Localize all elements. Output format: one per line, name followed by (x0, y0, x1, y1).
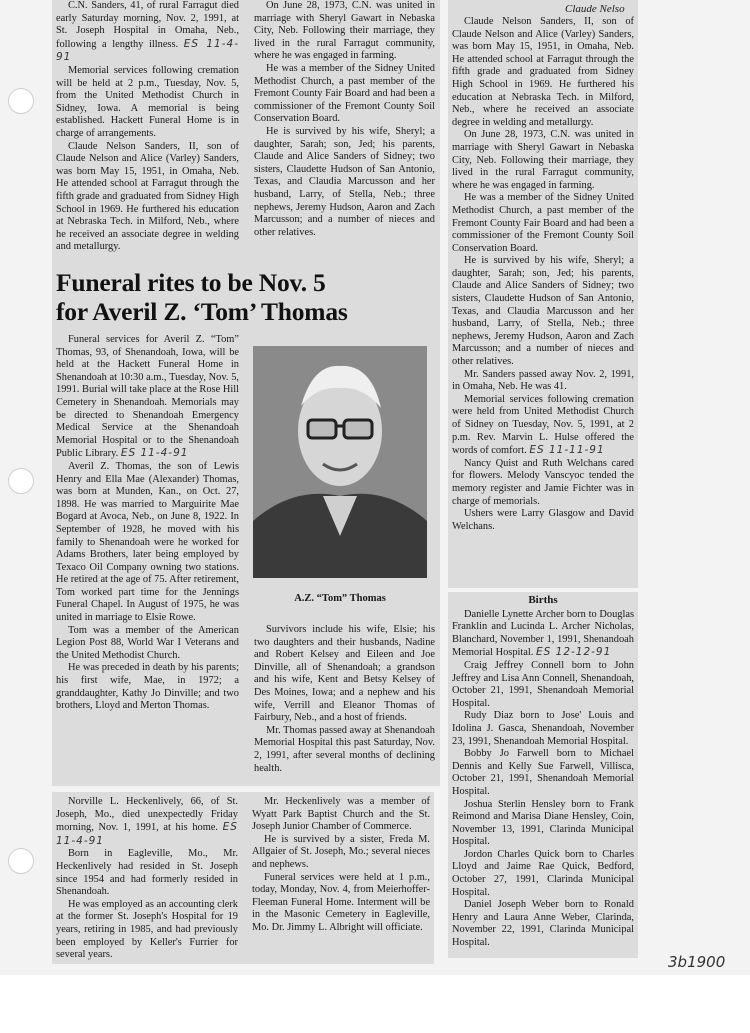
obit-paragraph: Nancy Quist and Ruth Welchans cared for flowers. Melody Vanscyoc tended the memory register and Jamie Fichter was in charge of memorials. (452, 457, 634, 507)
obit-paragraph: Tom was a member of the American Legion Post 88, World War I Veterans and the United Methodist Church. (56, 624, 239, 661)
obit-paragraph: He is survived by his wife, Sheryl; a daughter, Sarah; son, Jed; his parents, Claude and Alice Sanders of Sidney; two sisters, Claudette Hudson of San Antonio, Texas, and Claudia Marcusson and her husband, Larry, of Stella, Neb.; three nephews, Jeremy Hudson, Aaron and Zach Marcusson; and a number of nieces and other relatives. (254, 125, 435, 238)
handwritten-date: ES 11-11-91 (529, 444, 605, 457)
obit-paragraph: He was employed as an accounting clerk at the former St. Joseph's Hospital for 19 years, retiring in 1985, and had previously been employed by Keller's Furrier for several years. (56, 898, 238, 961)
thomas-obituary-col2 (254, 624, 435, 784)
obit-paragraph: Mr. Thomas passed away at Shenandoah Memorial Hospital this past Saturday, Nov. 2, 1991, after several months of declining health. (254, 724, 435, 774)
portrait-illustration (253, 346, 427, 578)
handwritten-date: ES 11-4-91 (56, 37, 239, 64)
births-col (452, 594, 634, 956)
birth-entry: Jordon Charles Quick born to Charles Lloyd and Jaime Rae Quick, Bedford, October 27, 1991, Clarinda Municipal Hospital. (452, 848, 634, 898)
birth-entry: Danielle Lynette Archer born to Douglas Franklin and Lucinda L. Archer Nicholas, Blanchard, November 1, 1991, Shenandoah Memorial Hospital. (452, 608, 634, 659)
birth-entry: Daniel Joseph Weber born to Ronald Henry and Laura Anne Weber, Clarinda, November 22, 1991, Clarinda Municipal Hospital. (452, 899, 634, 949)
obit-paragraph: On June 28, 1973, C.N. was united in marriage with Sheryl Gawart in Nebaska City, Neb. Following their marriage, they lived in the rural Farragut community, where he was engaged in farming. (452, 129, 634, 191)
obit-paragraph: Claude Nelson Sanders, II, son of Claude Nelson and Alice (Varley) Sanders, was born May 15, 1951, in Omaha, Neb. He attended school at Farragut through the fifth grade and graduated from Sidney High School in 1969. He furthered his education at Nebraska Tech. in Milford, Neb., where he received an associate degree in welding and metallurgy. (452, 16, 634, 128)
obit-paragraph: Mr. Sanders passed away Nov. 2, 1991, in Omaha, Neb. He was 41. (452, 368, 634, 393)
page-number: 3b1900 (668, 953, 726, 971)
clipping-header: Claude Nelso (565, 3, 625, 15)
obit-paragraph: Memorial services following cremation will be held at 2 p.m., Tuesday, Nov. 5, from the United Methodist Church in Sidney, Iowa. A memorial is being established. Hackett Funeral Home is in charge of arrangements. (56, 64, 239, 139)
obit-paragraph: Ushers were Larry Glasgow and David Welchans. (452, 508, 634, 532)
obituary-headline (56, 268, 446, 326)
binder-hole (8, 848, 34, 874)
handwritten-date: ES 12-12-91 (536, 646, 612, 659)
sanders-obituary-col1 (56, 0, 239, 268)
births-heading: Births (528, 594, 558, 606)
page-bottom-margin (0, 975, 750, 1033)
handwritten-date: ES 11-4-91 (120, 447, 189, 460)
sanders-full-col (452, 16, 634, 586)
obit-paragraph: On June 28, 1973, C.N. was united in marriage with Sheryl Gawart in Nebaska City, Neb. Following their marriage, they lived in the rural Farragut community, where he was engaged in farming. (254, 0, 435, 62)
headline-line: Funeral rites to be Nov. 5 (56, 268, 326, 297)
obit-paragraph: Mr. Heckenlively was a member of Wyatt Park Baptist Church and the St. Joseph Junior Chamber of Commerce. (252, 796, 430, 833)
sanders-obituary-col2 (254, 0, 435, 268)
obit-paragraph: He is survived by his wife, Sheryl; a daughter, Sarah; son, Jed; his parents, Claude and Alice Sanders of Sidney; two sisters, Claudette Hudson of San Antonio, Texas, and Claudia Marcusson and her husband, Larry, of Stella, Neb.; three nephews, Jeremy Hudson, Aaron and Zach Marcusson; and a number of nieces and other relatives. (452, 255, 634, 368)
thomas-obituary-col1 (56, 334, 239, 784)
obit-paragraph: He was preceded in death by his parents; his first wife, Mae, in 1972; a granddaughter, Kathy Jo Dinville; and two brothers, Lloyd and Merton Thomas. (56, 662, 239, 712)
obit-paragraph: Averil Z. Thomas, the son of Lewis Henry and Ella Mae (Alexander) Thomas, was born at Munden, Kan., on Oct. 27, 1898. He was married to Marguirite Mae Bogard at Avoca, Neb., on June 8, 1922. In September of 1928, he moved with his family to Shenandoah were he worked for Adams Brothers, later being employed by Texaco Oil Company owning two stations. He retired at the age of 75. After retirement, Tom worked part time for the Jennings Funeral Chapel. In August of 1975, he was united in marriage to Elsie Rowe. (56, 460, 239, 624)
portrait-photo (253, 346, 427, 578)
birth-entry: Joshua Sterlin Hensley born to Frank Reimond and Marisa Diane Hensley, Coin, November 13, 1991, Clarinda Municipal Hospital. (452, 798, 634, 848)
obit-paragraph: C.N. Sanders, 41, of rural Farragut died early Saturday morning, Nov. 2, 1991, at St. Joseph Hospital in Omaha, Neb., following a lengthy illness. (56, 0, 239, 50)
handwritten-date: ES 11-4-91 (56, 821, 238, 847)
obit-paragraph: Claude Nelson Sanders, II, son of Claude Nelson and Alice (Varley) Sanders, was born May 15, 1951, in Omaha, Neb. He attended school at Farragut through the fifth grade and graduated from Sidney High School in 1969. He furthered his education at Nebraska Tech. in Milford, Neb., where he received an associate degree in welding and metallurgy. (56, 140, 239, 253)
obit-paragraph: Survivors include his wife, Elsie; his two daughters and their husbands, Nadine and Robert Kelsey and Eileen and Joe Dinville, all of Shenandoah; a grandson and his wife, Kent and Betsy Kelsey of Des Moines, Iowa; and a nephew and his wife, Verrill and Eleanor Thomas of Fairbury, Neb., and a host of friends. (254, 624, 435, 724)
binder-hole (8, 88, 34, 114)
obit-paragraph: Memorial services following cremation were held from United Methodist Church of Sidney on Tuesday, Nov. 5, 1991, at 2 p.m. Rev. Marvin L. Hulse offered the words of comfort. (452, 393, 634, 457)
headline-line: for Averil Z. ‘Tom’ Thomas (56, 297, 348, 326)
obit-paragraph: He is survived by a sister, Freda M. Allgaier of St. Joseph, Mo.; several nieces and nephews. (252, 833, 430, 870)
obit-paragraph: He was a member of the Sidney United Methodist Church, a past member of the Fremont County Fair Board and had been a commissioner of the Fremont County Soil Conservation Board. (254, 62, 435, 125)
binder-hole (8, 468, 34, 494)
obit-paragraph: Norville L. Heckenlively, 66, of St. Joseph, Mo., died unexpectedly Friday morning, Nov. 1, 1991, at his home. (56, 796, 238, 834)
birth-entry: Craig Jeffrey Connell born to John Jeffrey and Lisa Ann Connell, Shenandoah, October 21, 1991, Shenandoah Memorial Hospital. (452, 659, 634, 709)
heckenlively-col2 (252, 796, 430, 962)
birth-entry: Bobby Jo Farwell born to Michael Dennis and Kelly Sue Farwell, Villisca, October 21, 1991, Shenandoah Memorial Hospital. (452, 748, 634, 797)
obit-paragraph: Born in Eagleville, Mo., Mr. Heckenlively had resided in St. Joseph since 1954 and had formerly resided in Shenandoah. (56, 848, 238, 898)
birth-entry: Rudy Diaz born to Jose' Louis and Idolina J. Gasca, Shenandoah, November 23, 1991, Shenandoah Memorial Hospital. (452, 710, 634, 747)
photo-caption: A.Z. “Tom” Thomas (294, 593, 386, 604)
heckenlively-col1 (56, 796, 238, 962)
obit-paragraph: Funeral services were held at 1 p.m., today, Monday, Nov. 4, from Meierhoffer-Fleeman Funeral Home. Interment will be in the Masonic Cemetery in Eagleville, Mo. Dr. Jimmy L. Albright will officiate. (252, 871, 430, 933)
obit-paragraph: Funeral services for Averil Z. “Tom” Thomas, 93, of Shenandoah, Iowa, will be held at the Hackett Funeral Home in Shenandoah at 10:30 a.m., Tuesday, Nov. 5, 1991. Burial will take place at the Rose Hill Cemetery in Shenandoah. Memorials may be directed to Shenandoah Emergency Medical Service at the Shenandoah Memorial Hospital or to the Shenandoah Public Library. (56, 334, 239, 460)
obit-paragraph: He was a member of the Sidney United Methodist Church, a past member of the Fremont County Fair Board and had been a commissioner of the Fremont County Soil Conservation Board. (452, 192, 634, 254)
